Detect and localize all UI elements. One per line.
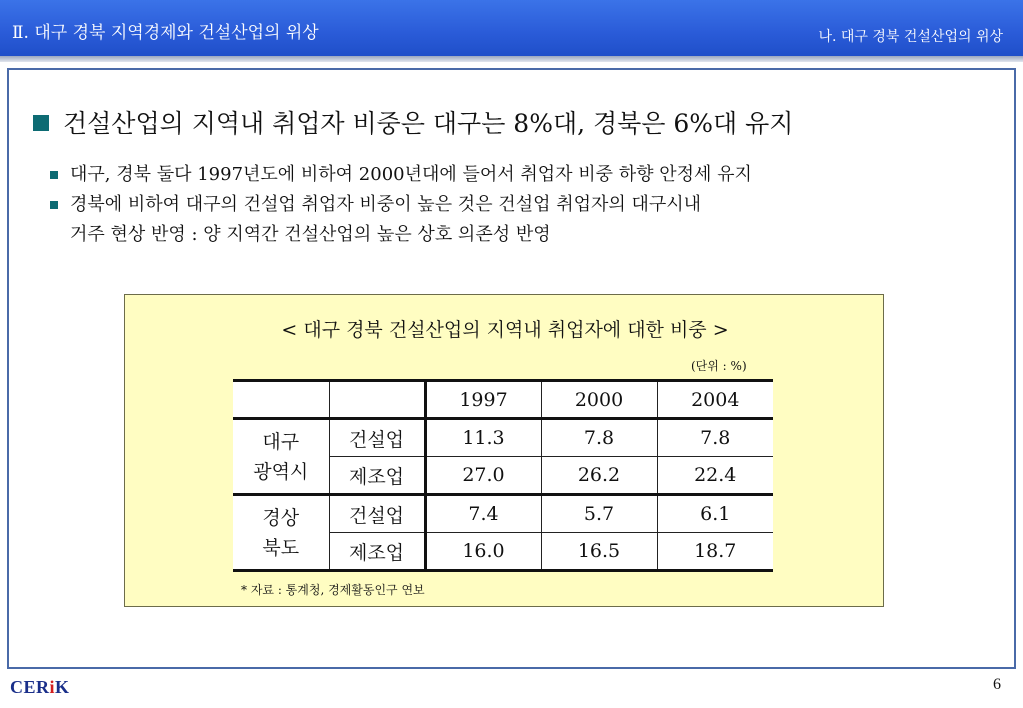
- table-panel: [124, 294, 884, 607]
- header-bar: [0, 0, 1023, 56]
- value-cell: 7.4: [425, 495, 541, 533]
- value-cell: 6.1: [657, 495, 773, 533]
- source-note: * 자료 : 통계청, 경제활동인구 연보: [241, 583, 425, 597]
- logo-text-accent: i: [49, 677, 56, 697]
- value-cell: 16.5: [541, 533, 657, 571]
- logo-text: CER: [10, 677, 50, 697]
- industry-cell: 건설업: [329, 495, 425, 533]
- small-square-bullet-icon: [50, 201, 58, 209]
- bullet-item: [50, 160, 1000, 190]
- header-blank-cell: [329, 381, 425, 419]
- bullet-text: 대구, 경북 둘다 1997년도에 비하여 2000년대에 들어서 취업자 비중 하향 안정세 유지: [70, 164, 752, 185]
- value-cell: 18.7: [657, 533, 773, 571]
- value-cell: 7.8: [657, 419, 773, 457]
- unit-label: (단위 : %): [691, 359, 747, 373]
- table-row: [233, 419, 773, 457]
- header-shadow: [0, 56, 1023, 62]
- page-number: 6: [993, 676, 1001, 693]
- bullet-text: 경북에 비하여 대구의 건설업 취업자 비중이 높은 것은 건설업 취업자의 대구시내: [70, 194, 702, 215]
- region-label: 대구: [262, 430, 300, 453]
- table-caption: < 대구 경북 건설산업의 지역내 취업자에 대한 비중 >: [281, 319, 729, 341]
- year-header: 1997: [425, 381, 541, 419]
- value-cell: 5.7: [541, 495, 657, 533]
- value-cell: 26.2: [541, 457, 657, 495]
- region-label: 광역시: [253, 460, 309, 483]
- value-cell: 11.3: [425, 419, 541, 457]
- table-row: [233, 495, 773, 533]
- small-square-bullet-icon: [50, 171, 58, 179]
- value-cell: 16.0: [425, 533, 541, 571]
- section-title: Ⅱ. 대구 경북 지역경제와 건설산업의 위상: [12, 23, 319, 43]
- section-subtitle: 나. 대구 경북 건설산업의 위상: [818, 29, 1003, 45]
- bullet-list: [50, 160, 1000, 250]
- value-cell: 7.8: [541, 419, 657, 457]
- employment-share-table: [233, 379, 773, 572]
- header-blank-cell: [233, 381, 329, 419]
- cerik-logo: [10, 677, 70, 698]
- headline: [33, 104, 793, 140]
- value-cell: 22.4: [657, 457, 773, 495]
- region-label: 경상: [262, 506, 300, 529]
- table-header-row: [233, 381, 773, 419]
- logo-text: K: [55, 677, 70, 697]
- region-label: 북도: [262, 536, 300, 559]
- industry-cell: 건설업: [329, 419, 425, 457]
- region-cell: [233, 419, 329, 495]
- square-bullet-icon: [33, 115, 49, 131]
- value-cell: 27.0: [425, 457, 541, 495]
- industry-cell: 제조업: [329, 533, 425, 571]
- region-cell: [233, 495, 329, 571]
- year-header: 2000: [541, 381, 657, 419]
- industry-cell: 제조업: [329, 457, 425, 495]
- bullet-text-continued: 거주 현상 반영 : 양 지역간 건설산업의 높은 상호 의존성 반영: [70, 224, 551, 245]
- bullet-item: [50, 190, 1000, 250]
- headline-text: 건설산업의 지역내 취업자 비중은 대구는 8%대, 경북은 6%대 유지: [63, 109, 794, 138]
- year-header: 2004: [657, 381, 773, 419]
